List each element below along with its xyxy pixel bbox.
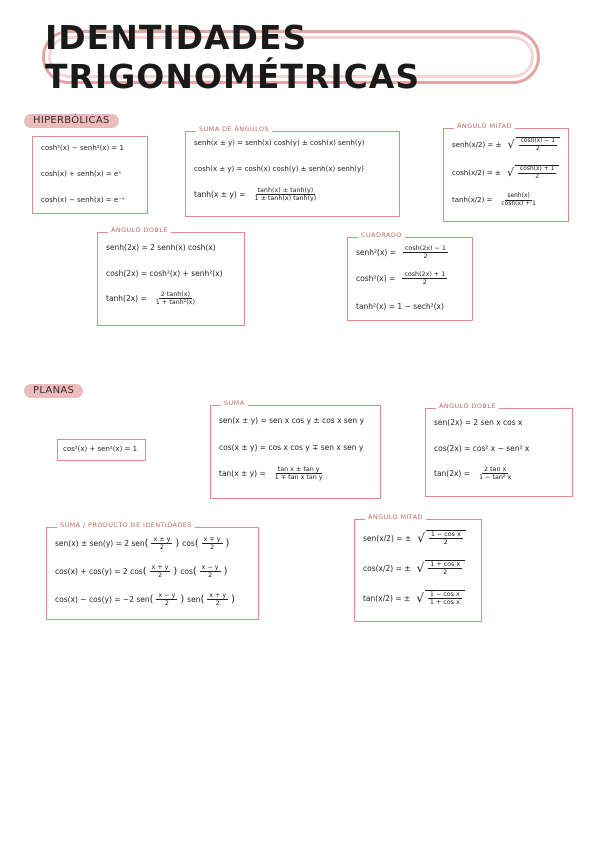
hyper-square-senh-lhs: senh²(x) = <box>356 248 396 258</box>
hyper-half-tanh <box>452 193 541 208</box>
plane-product-r2-b: cos <box>180 567 193 577</box>
plane-product-row1: sen(x) ± sen(y) = 2 sen ( $\frac{x \pm y}{2}$ ) cos ( $\frac{x \mp y}{2}$ ) <box>55 535 230 552</box>
plane-product-r1-f2d: 2 <box>210 543 215 552</box>
plane-sum-label: SUMA <box>221 399 248 407</box>
plane-half-cos <box>363 560 465 577</box>
hyper-half-cosh-den: 2 <box>535 172 540 180</box>
plane-sum-tan-den: 1 ∓ tan x tan y <box>274 473 323 482</box>
plane-product-r3-f1d: 2 <box>164 599 169 608</box>
plane-sum-tan <box>219 466 328 482</box>
section-tag-planas: PLANAS <box>24 384 83 398</box>
sqrt-symbol: √ $\frac{\cosh(x) - 1}{2}$ <box>507 137 560 153</box>
hyper-sum-box <box>185 125 400 217</box>
hyper-half-senh-lhs: senh(x/2) = ± <box>452 140 502 149</box>
plane-product-row3: cos(x) − cos(y) = −2 sen ( $\frac{x - y}{2}$ ) sen ( $\frac{x + y}{2}$ ) <box>55 591 235 608</box>
hyper-basic-1: cosh²(x) − senh²(x) = 1 <box>41 144 124 152</box>
plane-product-r3-f2n: x + y <box>209 591 227 599</box>
hyper-half-box <box>443 122 569 222</box>
hyper-square-tanh: tanh²(x) = 1 − sech²(x) <box>356 302 444 311</box>
plane-double-label: ÁNGULO DOBLE <box>436 402 499 410</box>
plane-product-row2: cos(x) + cos(y) = 2 cos ( $\frac{x + y}{2}$ ) cos ( $\frac{x - y}{2}$ ) <box>55 563 228 580</box>
hyper-sum-cosh: cosh(x ± y) = cosh(x) cosh(y) ± senh(x) senh(y) <box>194 165 364 173</box>
plane-sum-cos: cos(x ± y) = cos x cos y ∓ sen x sen y <box>219 443 364 452</box>
plane-half-label: ÁNGULO MITAD <box>365 513 426 521</box>
hyper-half-tanh-den: cosh(x) + 1 <box>501 199 536 207</box>
plane-double-tan-den: 1 − tan² x <box>479 473 512 482</box>
hyper-double-tanh-num: 2 tanh(x) <box>160 290 190 298</box>
hyper-half-tanh-lhs: tanh(x/2) = <box>452 196 493 205</box>
plane-product-r1-f2n: x ∓ y <box>203 535 221 543</box>
plane-product-r3-b: sen <box>187 595 201 605</box>
plane-product-r1-a: sen(x) ± sen(y) = 2 sen <box>55 539 145 549</box>
plane-product-r2-f2n: x − y <box>201 563 219 571</box>
plane-product-box <box>46 521 259 620</box>
section-tag-hiperbolicas: HIPERBÓLICAS <box>24 114 119 128</box>
hyper-sum-senh: senh(x ± y) = senh(x) cosh(y) ± cosh(x) senh(y) <box>194 139 365 147</box>
sqrt-symbol: √ $\frac{\text{1 − cos x}}{\text{1 + cos x}}$ <box>416 590 465 607</box>
sqrt-symbol: √ $\frac{\text{1 − cos x}}{2}$ <box>417 530 466 547</box>
plane-double-cos: cos(2x) = cos² x − sen² x <box>434 444 530 453</box>
plane-half-sen <box>363 530 466 547</box>
plane-half-cos-lhs: cos(x/2) = ± <box>363 563 411 573</box>
plane-product-r1-b: cos <box>182 539 195 549</box>
hyper-sum-tanh <box>194 187 321 203</box>
hyper-half-senh-num: cosh(x) − 1 <box>520 137 556 144</box>
plane-half-cos-num: 1 + cos x <box>430 560 461 568</box>
hyper-square-cosh-den: 2 <box>422 278 427 287</box>
page-title: IDENTIDADES TRIGONOMÉTRICAS <box>45 18 421 96</box>
hyper-half-label: ÁNGULO MITAD <box>454 122 515 130</box>
hyper-basic-box <box>32 136 148 214</box>
hyper-double-tanh-lhs: tanh(2x) = <box>106 294 147 304</box>
plane-half-sen-den: 2 <box>443 538 448 547</box>
hyper-square-box <box>347 231 473 321</box>
plane-half-tan <box>363 590 465 607</box>
hyper-square-senh-num: cosh(2x) − 1 <box>405 244 446 252</box>
title-banner <box>42 18 540 96</box>
hyper-double-label: ÁNGULO DOBLE <box>108 226 171 234</box>
plane-half-tan-den: 1 + cos x <box>429 598 460 607</box>
hyper-square-cosh <box>356 271 450 287</box>
hyper-half-cosh-lhs: cosh(x/2) = ± <box>452 168 501 177</box>
plane-half-sen-num: 1 − cos x <box>430 530 461 538</box>
hyper-half-cosh-num: cosh(x) + 1 <box>519 165 555 172</box>
plane-product-r3-f2d: 2 <box>215 599 220 608</box>
plane-product-r1-f1d: 2 <box>159 543 164 552</box>
hyper-square-label: CUADRADO <box>358 231 405 239</box>
hyper-square-cosh-num: cosh(2x) + 1 <box>404 270 446 278</box>
hyper-double-tanh-den: 1 + tanh²(x) <box>155 298 195 307</box>
hyper-double-cosh: cosh(2x) = cosh²(x) + senh²(x) <box>106 269 223 278</box>
hyper-half-senh <box>452 137 560 153</box>
plane-half-sen-lhs: sen(x/2) = ± <box>363 533 412 543</box>
hyper-sum-tanh-frac <box>253 187 319 203</box>
plane-product-label: SUMA / PRODUCTO DE IDENTIDADES <box>57 521 195 529</box>
plane-half-tan-num: 1 − cos x <box>429 590 460 598</box>
hyper-double-box <box>97 226 245 326</box>
plane-sum-box <box>210 399 381 499</box>
hyper-half-senh-den: 2 <box>535 144 540 152</box>
hyper-basic-3: cosh(x) − senh(x) = e⁻ˣ <box>41 196 125 204</box>
plane-sum-tan-num: tan x ± tan y <box>277 465 320 473</box>
plane-double-sen: sen(2x) = 2 sen x cos x <box>434 418 523 427</box>
hyper-sum-tanh-lhs: tanh(x ± y) = <box>194 190 246 200</box>
plane-double-tan <box>434 466 516 482</box>
plane-product-r1-f1n: x ± y <box>153 535 171 543</box>
hyper-square-senh <box>356 245 451 261</box>
hyper-double-senh: senh(2x) = 2 senh(x) cosh(x) <box>106 243 216 252</box>
plane-pyth: cos²(x) + sen²(x) = 1 <box>63 445 138 453</box>
plane-double-box <box>425 402 573 497</box>
plane-double-tan-lhs: tan(2x) = <box>434 469 471 479</box>
plane-sum-sen: sen(x ± y) = sen x cos y ± cos x sen y <box>219 416 365 425</box>
plane-product-r2-f1n: x + y <box>151 563 169 571</box>
hyper-sum-tanh-den: 1 ± tanh(x) tanh(y) <box>254 194 317 203</box>
plane-product-r2-f1d: 2 <box>157 571 162 580</box>
plane-half-cos-den: 2 <box>443 568 448 577</box>
plane-sum-tan-lhs: tan(x ± y) = <box>219 469 266 479</box>
plane-half-tan-lhs: tan(x/2) = ± <box>363 593 411 603</box>
plane-half-box <box>354 513 482 622</box>
hyper-sum-label: SUMA DE ÁNGULOS <box>196 125 272 133</box>
sqrt-symbol: √ $\frac{\text{1 + cos x}}{2}$ <box>417 560 466 577</box>
sqrt-symbol: √ $\frac{\cosh(x) + 1}{2}$ <box>507 165 560 181</box>
plane-product-r2-a: cos(x) + cos(y) = 2 cos <box>55 567 143 577</box>
hyper-square-senh-den: 2 <box>423 252 428 261</box>
plane-product-r3-a: cos(x) − cos(y) = −2 sen <box>55 595 150 605</box>
hyper-sum-tanh-num: tanh(x) ± tanh(y) <box>257 186 314 194</box>
hyper-basic-2: cosh(x) + senh(x) = eˣ <box>41 170 122 178</box>
plane-product-r3-f1n: x − y <box>158 591 176 599</box>
plane-product-r2-f2d: 2 <box>208 571 213 580</box>
plane-double-tan-num: 2 tan x <box>483 465 507 473</box>
hyper-square-cosh-lhs: cosh²(x) = <box>356 274 396 284</box>
hyper-double-tanh <box>106 291 200 307</box>
hyper-half-tanh-num: senh(x) <box>507 192 530 199</box>
hyper-half-cosh <box>452 165 559 181</box>
plane-pyth-box <box>57 439 146 461</box>
